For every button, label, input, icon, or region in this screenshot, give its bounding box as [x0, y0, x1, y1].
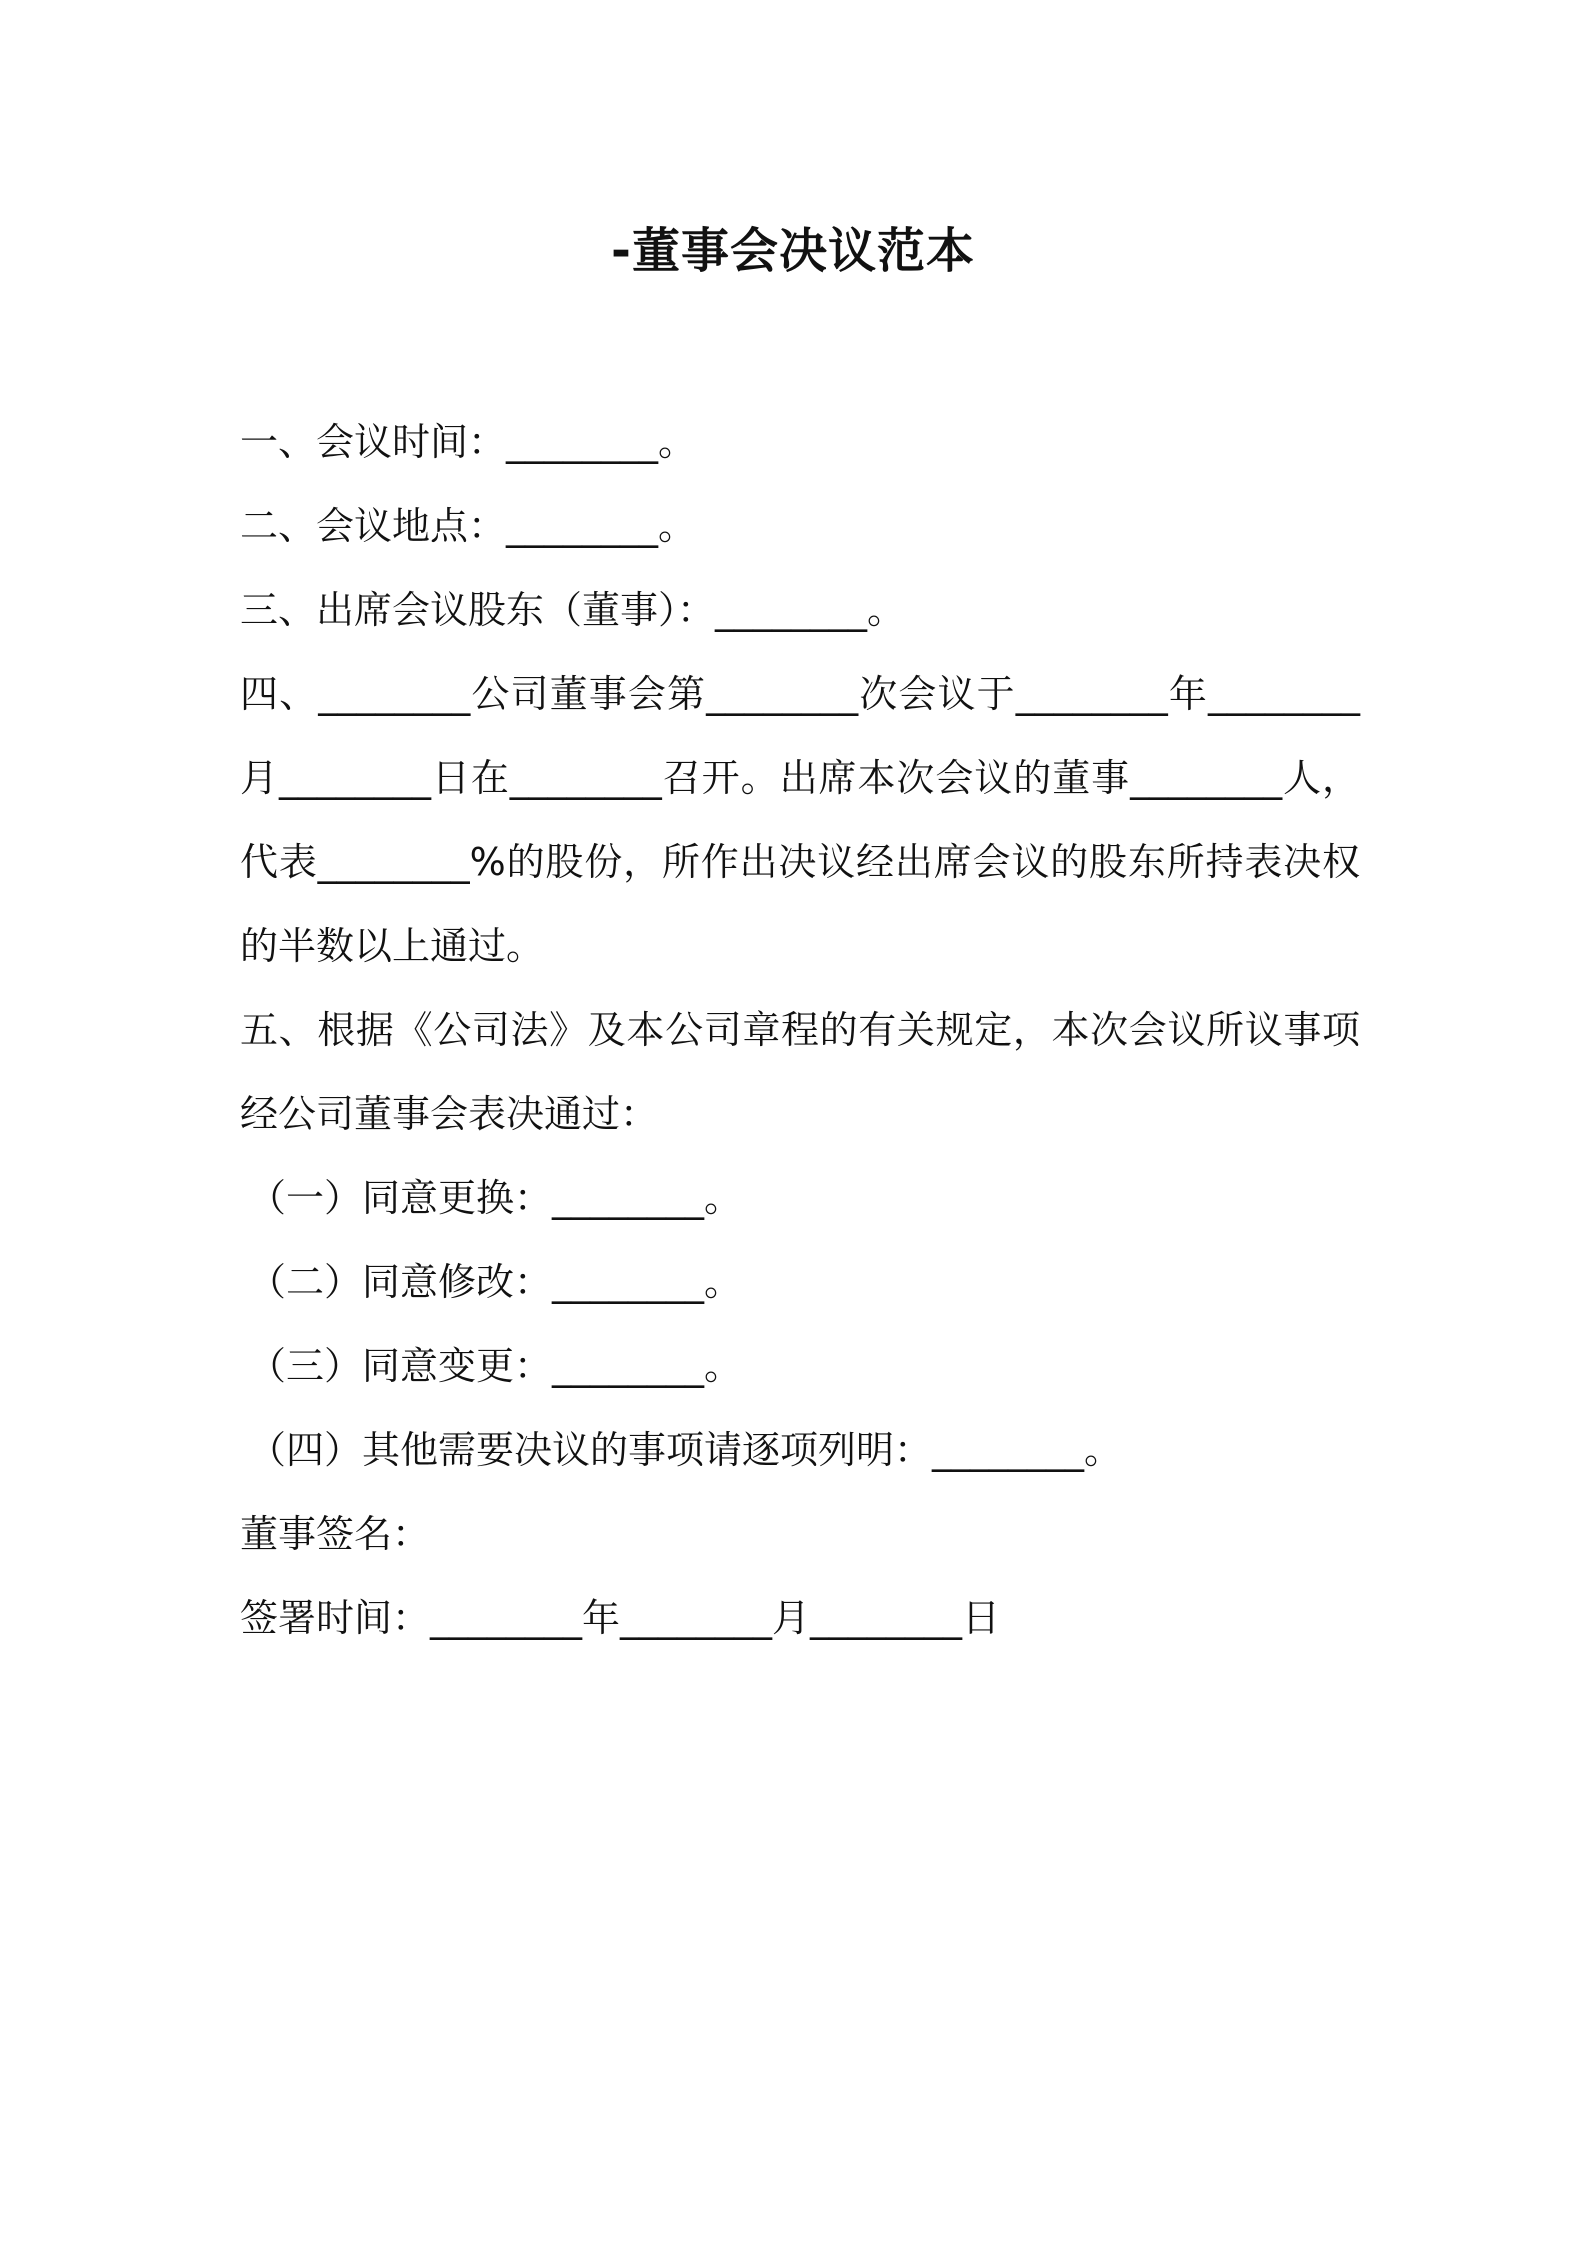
director-signature-label: 董事签名： [240, 1512, 431, 1556]
item-meeting-details: 四、________公司董事会第________次会议于________年________月________日在________召开。出席本次会议的董事________人，代表________%的股份，所作出决议经出席会议的股东所持表决权的半数以上通过。 [240, 672, 1360, 968]
subitem-change: （三）同意变更：________。 [248, 1344, 743, 1388]
subitem-replace: （一）同意更换：________。 [248, 1176, 743, 1220]
item-attendees: 三、出席会议股东（董事）：________。 [240, 588, 906, 632]
item-meeting-place: 二、会议地点：________。 [240, 504, 697, 548]
document-body [240, 400, 1360, 1660]
item-meeting-time: 一、会议时间：________。 [240, 420, 697, 464]
document-title: -董事会决议范本 [611, 223, 975, 279]
subitem-other-matters: （四）其他需要决议的事项请逐项列明：________。 [248, 1428, 1123, 1472]
signing-date: 签署时间：________年________月________日 [240, 1596, 1001, 1640]
subitem-modify: （二）同意修改：________。 [248, 1260, 743, 1304]
item-resolution-basis: 五、根据《公司法》及本公司章程的有关规定，本次会议所议事项经公司董事会表决通过： [240, 1008, 1360, 1136]
